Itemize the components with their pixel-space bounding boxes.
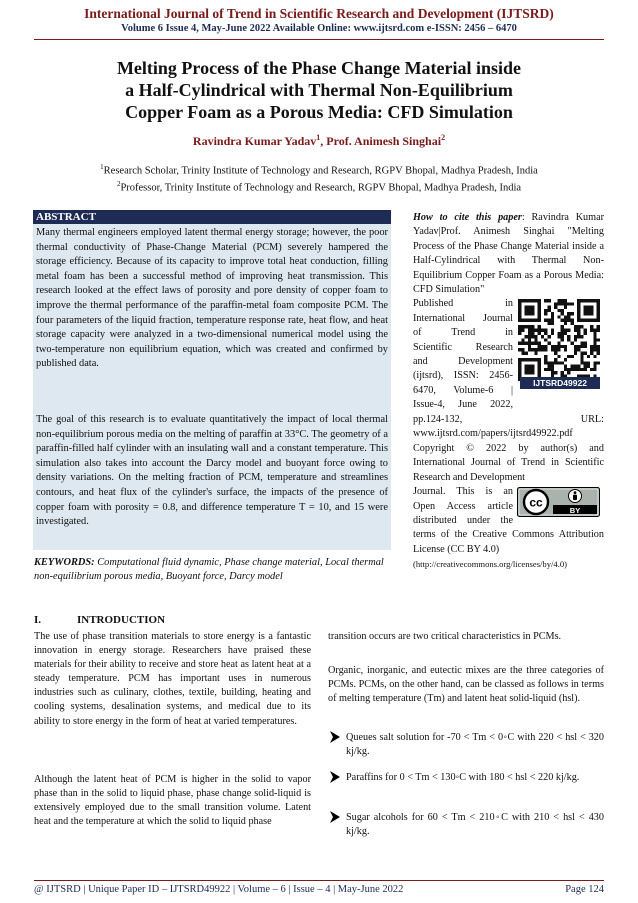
qr-code-icon[interactable] bbox=[518, 299, 600, 381]
author-separator: , bbox=[320, 134, 327, 148]
keywords-text: Computational fluid dynamic, Phase change material, Local thermal non-equilibrium porous media, Buoyant force, Darcy model bbox=[34, 557, 384, 582]
intro-paragraph: transition occurs are two critical characteristics in PCMs. bbox=[328, 631, 562, 642]
copyright-terms: terms of the Creative Commons Attribution License (CC BY 4.0) bbox=[413, 529, 604, 555]
citation-line: of Trend in bbox=[413, 327, 513, 339]
title-line: Copper Foam as a Porous Media: CFD Simulation bbox=[125, 102, 513, 122]
citation-line: Scientific Research bbox=[413, 341, 513, 353]
creative-commons-icon[interactable] bbox=[517, 487, 600, 517]
citation-line: Issue-4, June 2022, bbox=[413, 399, 513, 411]
section-number: I. bbox=[34, 614, 42, 626]
citation-published-in bbox=[413, 297, 513, 412]
citation-label: How to cite this paper bbox=[413, 212, 522, 223]
affiliation bbox=[40, 180, 598, 194]
citation-line: and Development bbox=[413, 356, 513, 368]
author-affiliation-mark: 2 bbox=[441, 133, 446, 142]
citation-url[interactable]: pp.124-132, URL: www.ijtsrd.com/papers/ijtsrd49922.pdf bbox=[413, 413, 604, 440]
affiliation-text: Professor, Trinity Institute of Technology and Research, RGPV Bhopal, Madhya Pradesh, India bbox=[120, 182, 522, 194]
arrowhead-bullet-icon bbox=[330, 771, 340, 783]
citation-colon: : bbox=[521, 212, 532, 223]
abstract-paragraph: The goal of this research is to evaluate quantitatively the impact of local thermal non-equilibrium porous media on the melting of paraffin at 33°C. The geometry of a paraffin-filled half cylinder with an insulating wall and a constant temperature. This simulation also takes into account the Darcy model and buoyant force owing to density variations. On the melting fraction of PCM, temperature and streamlines contours, and heat flux of the cylinder's surface, the impacts of the presence of copper foam with porosity = 0.8, and difference temperature T = 10, and 15 were investigated. bbox=[36, 414, 388, 528]
list-item-text: Paraffins for 0 < Tm < 130◦C with 180 < hsl < 220 kj/kg. bbox=[346, 772, 580, 783]
intro-paragraph: The use of phase transition materials to store energy is a fantastic innovation in energy storage. Researchers have praised these materials for their ability to receive and store heat as latent heat at a steady temperature. PCM has important uses in numerous industries such as culinary, clothes, textile, building, heating and cooling systems, desalination systems, and medical due to its ability to store energy in the form of heat at varied temperatures. bbox=[34, 631, 311, 727]
affiliation-mark: 2 bbox=[116, 180, 121, 188]
citation-line: Published in bbox=[413, 298, 513, 310]
abstract-heading: ABSTRACT bbox=[33, 210, 391, 224]
affiliation-text: Research Scholar, Trinity Institute of Technology and Research, RGPV Bhopal, Madhya Pradesh, India bbox=[103, 165, 538, 177]
arrowhead-bullet-icon bbox=[330, 811, 340, 823]
author-list bbox=[0, 133, 638, 149]
by-label: BY bbox=[569, 505, 581, 515]
citation-line: 6470, Volume-6 | bbox=[413, 384, 513, 396]
copyright-line: Open Access article bbox=[413, 500, 513, 512]
list-item-text: Queues salt solution for -70 < Tm < 0◦C with 220 < hsl < 320 kj/kg. bbox=[346, 732, 604, 758]
affiliation-mark: 1 bbox=[100, 163, 104, 171]
list-item-text: Sugar alcohols for 60 < Tm < 210◦C with 210 < hsl < 430 kj/kg. bbox=[346, 812, 604, 838]
citation-line: (ijtsrd), ISSN: 2456- bbox=[413, 370, 513, 382]
copyright-line: distributed under the bbox=[413, 515, 513, 527]
title-line: a Half-Cylindrical with Thermal Non-Equilibrium bbox=[125, 80, 513, 100]
paper-title bbox=[60, 57, 578, 123]
affiliation bbox=[40, 163, 598, 177]
license-url[interactable]: (http://creativecommons.org/licenses/by/4.0) bbox=[413, 559, 568, 570]
author-name: Prof. Animesh Singhai bbox=[326, 134, 442, 148]
citation-line: International Journal bbox=[413, 312, 513, 324]
cc-label: cc bbox=[529, 495, 543, 510]
header-divider bbox=[34, 39, 604, 40]
copyright-license-lines bbox=[413, 485, 513, 528]
abstract-paragraph: Many thermal engineers employed latent thermal energy storage; however, the poor thermal conductivity of Phase-Change Material (PCM) severely hampered the storage efficiency. Because of its capacity to improve total heat conduction, filling metal foam has been a successful method of improving heat transmission. This research looked at the effect laws of porosity and pore density of copper foam to improve the thermal performance of the paraffin-metal foam composite PCM. The four parameters of the liquid fraction, temperature response rate, heat flow, and heat storage capacity were analyzed in a two-dimensional numerical model using the two-temperature non equilibrium equation, which was created and confirmed by published data. bbox=[36, 227, 388, 370]
copyright-line: Journal. This is an bbox=[413, 486, 513, 498]
arrowhead-bullet-icon bbox=[330, 731, 340, 743]
journal-volume-line: Volume 6 Issue 4, May-June 2022 Available Online: www.ijtsrd.com e-ISSN: 2456 – 6470 bbox=[121, 23, 517, 34]
intro-paragraph: Although the latent heat of PCM is higher in the solid to vapor phase than in the solid to liquid phase, phase change solid-liquid is extensively employed due to the small transition volume. Latent heat and the temperature at which the solid to liquid phase bbox=[34, 774, 311, 828]
intro-paragraph: Organic, inorganic, and eutectic mixes are the three categories of PCMs. PCMs, on the other hand, can be classed as follows in terms of melting temperature (Tm) and latent heat solid-liquid (hsl). bbox=[328, 665, 604, 705]
footer-page-number: Page 124 bbox=[565, 884, 604, 895]
title-line: Melting Process of the Phase Change Material inside bbox=[116, 58, 522, 78]
author-affiliation-mark: 1 bbox=[316, 133, 321, 142]
keywords-label: KEYWORDS: bbox=[34, 557, 95, 568]
citation-text: Ravindra Kumar Yadav|Prof. Animesh Singhai "Melting Process of the Phase Change Material inside a Half-Cylindrical with Thermal Non-Equilibrium Copper Foam as a Porous Media: CFD Simulation" bbox=[413, 212, 604, 296]
section-title: INTRODUCTION bbox=[77, 614, 166, 626]
copyright-text: Copyright © 2022 by author(s) and International Journal of Trend in Scientific Research and Development bbox=[413, 443, 604, 483]
footer-paper-info: @ IJTSRD | Unique Paper ID – IJTSRD49922 | Volume – 6 | Issue – 4 | May-June 2022 bbox=[34, 884, 404, 895]
author-name: Ravindra Kumar Yadav bbox=[192, 134, 317, 148]
qr-paper-id: IJTSRD49922 bbox=[520, 377, 600, 389]
footer-divider bbox=[34, 880, 604, 881]
keywords bbox=[34, 556, 392, 584]
journal-title: International Journal of Trend in Scientific Research and Development (IJTSRD) bbox=[84, 6, 554, 21]
section-heading bbox=[34, 614, 165, 626]
